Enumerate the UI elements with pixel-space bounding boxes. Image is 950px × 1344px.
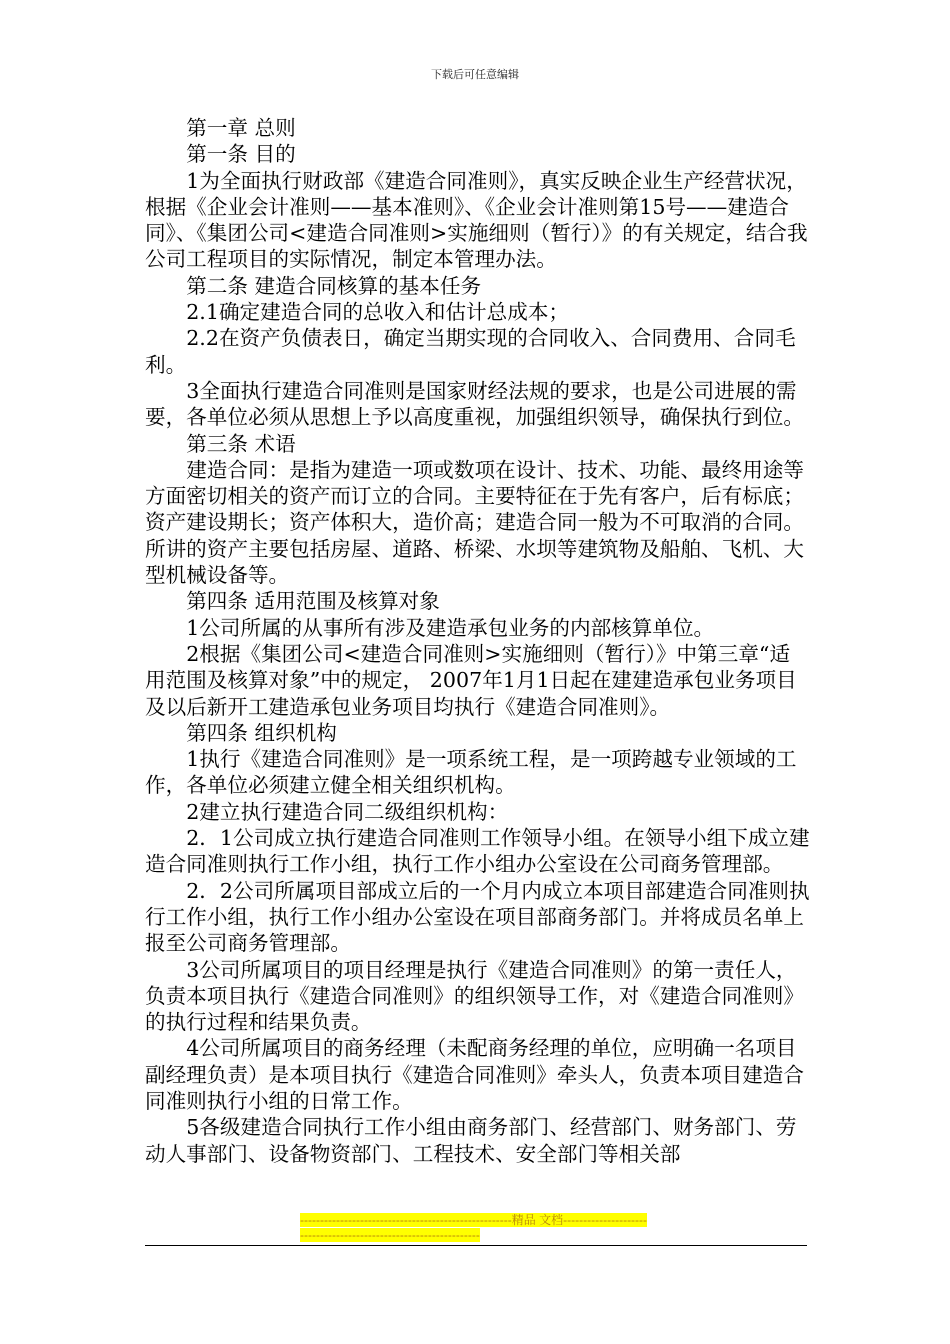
paragraph: 4公司所属项目的商务经理（未配商务经理的单位，应明确一名项目副经理负责）是本项目执行《建造合同准则》牵头人，负责本项目建造合同准则执行小组的日常工作。 bbox=[145, 1036, 804, 1113]
paragraph: 3公司所属项目的项目经理是执行《建造合同准则》的第一责任人，负责本项目执行《建造合同准则》的组织领导工作，对《建造合同准则》的执行过程和结果负责。 bbox=[145, 957, 804, 1035]
paragraph: 3全面执行建造合同准则是国家财经法规的要求，也是公司进展的需要，各单位必须从思想上予以高度重视，加强组织领导，确保执行到位。 bbox=[145, 378, 804, 430]
document-body bbox=[145, 115, 810, 1167]
paragraph: 2．1公司成立执行建造合同准则工作领导小组。在领导小组下成立建造合同准则执行工作小组，执行工作小组办公室设在公司商务管理部。 bbox=[145, 826, 810, 877]
footer-divider bbox=[145, 1245, 807, 1246]
section-heading: 第四条 组织机构 bbox=[186, 720, 337, 745]
chapter-title: 第一章 总则 bbox=[186, 116, 296, 140]
footer-banner bbox=[300, 1213, 650, 1243]
header-note: 下载后可任意编辑 bbox=[431, 68, 519, 81]
paragraph: 2．2公司所属项目部成立后的一个月内成立本项目部建造合同准则执行工作小组，执行工作小组办公室设在项目部商务部门。并将成员名单上报至公司商务管理部。 bbox=[145, 878, 810, 956]
paragraph: 1公司所属的从事所有涉及建造承包业务的内部核算单位。 bbox=[186, 615, 715, 640]
section-heading: 第四条 适用范围及核算对象 bbox=[186, 589, 440, 614]
footer-banner-text: -----------------------------------------------------精品 文档------------------------------------------------------------------ bbox=[300, 1213, 648, 1242]
paragraph: 2.2在资产负债表日，确定当期实现的合同收入、合同费用、合同毛利。 bbox=[145, 326, 796, 377]
paragraph: 5各级建造合同执行工作小组由商务部门、经营部门、财务部门、劳动人事部门、设备物资部门、工程技术、安全部门等相关部 bbox=[145, 1115, 797, 1166]
paragraph: 1执行《建造合同准则》是一项系统工程，是一项跨越专业领域的工作，各单位必须建立健全相关组织机构。 bbox=[145, 747, 797, 798]
paragraph: 2根据《集团公司<建造合同准则>实施细则（暂行）》中第三章“适用范围及核算对象”中的规定， 2007年1月1日起在建建造承包业务项目及以后新开工建造承包业务项目均执行《建造合同准则》。 bbox=[145, 641, 797, 719]
paragraph: 2建立执行建造合同二级组织机构： bbox=[186, 799, 509, 824]
section-heading: 第三条 术语 bbox=[186, 431, 296, 456]
paragraph: 建造合同：是指为建造一项或数项在设计、技术、功能、最终用途等方面密切相关的资产而订立的合同。主要特征在于先有客户，后有标底；资产建设期长；资产体积大，造价高；建造合同一般为不可取消的合同。所讲的资产主要包括房屋、道路、桥梁、水坝等建筑物及船舶、飞机、大型机械设备等。 bbox=[145, 457, 804, 588]
paragraph: 1为全面执行财政部《建造合同准则》，真实反映企业生产经营状况，根据《企业会计准则——基本准则》、《企业会计准则第15号——建造合同》、《集团公司<建造合同准则>实施细则（暂行）》的有关规定，结合我公司工程项目的实际情况，制定本管理办法。 bbox=[145, 168, 808, 272]
paragraph: 2.1确定建造合同的总收入和估计总成本； bbox=[186, 300, 570, 325]
section-heading: 第一条 目的 bbox=[186, 142, 296, 167]
section-heading: 第二条 建造合同核算的基本任务 bbox=[186, 273, 482, 298]
